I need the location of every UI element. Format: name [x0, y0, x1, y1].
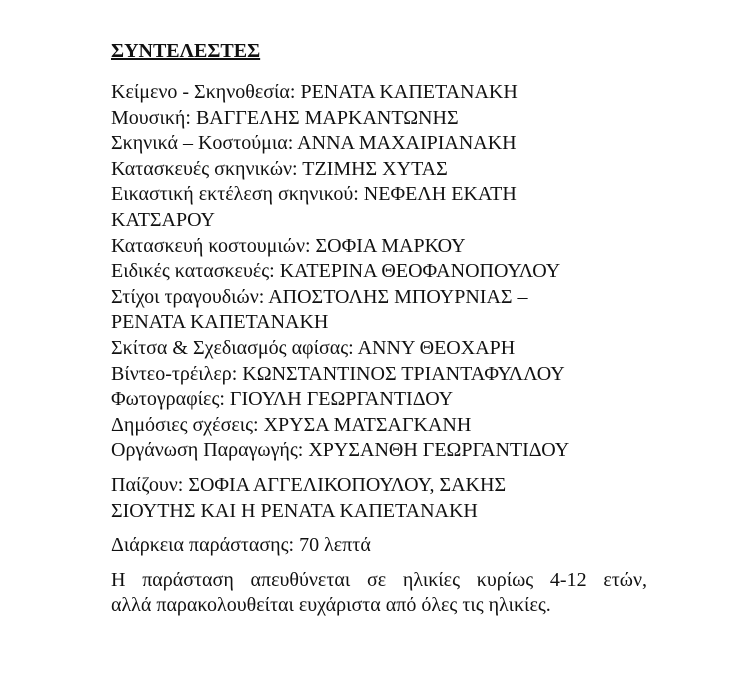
credit-line: Στίχοι τραγουδιών: ΑΠΟΣΤΟΛΗΣ ΜΠΟΥΡΝΙΑΣ –	[111, 285, 528, 308]
credit-item	[111, 131, 647, 157]
credit-item	[111, 80, 647, 106]
credit-item	[111, 182, 647, 233]
credit-line: Κείμενο - Σκηνοθεσία: ΡΕΝΑΤΑ ΚΑΠΕΤΑΝΑΚΗ	[111, 81, 518, 103]
audience-line: Η παράσταση απευθύνεται σε ηλικίες κυρίως 4-12 ετών,	[111, 568, 647, 591]
credit-item	[111, 106, 647, 132]
credits-list	[111, 80, 647, 464]
credit-line: Ειδικές κατασκευές: ΚΑΤΕΡΙΝΑ ΘΕΟΦΑΝΟΠΟΥΛΟΥ	[111, 260, 561, 283]
credit-line: Βίντεο-τρέιλερ: ΚΩΝΣΤΑΝΤΙΝΟΣ ΤΡΙΑΝΤΑΦΥΛΛΟΥ	[111, 362, 565, 385]
credit-item	[111, 336, 647, 362]
cast-paragraph	[111, 473, 647, 524]
duration-text: Διάρκεια παράστασης: 70 λεπτά	[111, 534, 371, 557]
credit-line: ΚΑΤΣΑΡΟΥ	[111, 208, 216, 231]
credit-line: Δημόσιες σχέσεις: ΧΡΥΣΑ ΜΑΤΣΑΓΚΑΝΗ	[111, 413, 472, 436]
duration-paragraph	[111, 533, 647, 559]
credit-line: Σκηνικά – Κοστούμια: ΑΝΝΑ ΜΑΧΑΙΡΙΑΝΑΚΗ	[111, 132, 517, 155]
credit-item	[111, 387, 647, 413]
credit-item	[111, 362, 647, 388]
credit-item	[111, 413, 647, 439]
credit-line: Οργάνωση Παραγωγής: ΧΡΥΣΑΝΘΗ ΓΕΩΡΓΑΝΤΙΔΟΥ	[111, 439, 570, 462]
credit-line: Εικαστική εκτέλεση σκηνικού: ΝΕΦΕΛΗ ΕΚΑΤΗ	[111, 183, 517, 206]
credit-item	[111, 157, 647, 183]
credits-document	[111, 38, 647, 619]
credit-item	[111, 234, 647, 260]
credit-item	[111, 259, 647, 285]
credit-line: Σκίτσα & Σχεδιασμός αφίσας: ΑΝΝΥ ΘΕΟΧΑΡΗ	[111, 336, 516, 359]
credit-line: Κατασκευές σκηνικών: ΤΖΙΜΗΣ ΧΥΤΑΣ	[111, 157, 448, 180]
credit-line: ΡΕΝΑΤΑ ΚΑΠΕΤΑΝΑΚΗ	[111, 311, 329, 334]
section-title: ΣΥΝΤΕΛΕΣΤΕΣ	[111, 40, 261, 62]
credit-line: Κατασκευή κοστουμιών: ΣΟΦΙΑ ΜΑΡΚΟΥ	[111, 234, 466, 257]
credit-item	[111, 285, 647, 336]
audience-line: αλλά παρακολουθείται ευχάριστα από όλες τις ηλικίες.	[111, 594, 551, 617]
credit-line: Μουσική: ΒΑΓΓΕΛΗΣ ΜΑΡΚΑΝΤΩΝΗΣ	[111, 106, 459, 129]
credit-line: Φωτογραφίες: ΓΙΟΥΛΗ ΓΕΩΡΓΑΝΤΙΔΟΥ	[111, 388, 454, 411]
credit-item	[111, 438, 647, 464]
cast-line: ΣΙΟΥΤΗΣ ΚΑΙ Η ΡΕΝΑΤΑ ΚΑΠΕΤΑΝΑΚΗ	[111, 499, 478, 522]
audience-paragraph	[111, 568, 647, 619]
cast-line: Παίζουν: ΣΟΦΙΑ ΑΓΓΕΛΙΚΟΠΟΥΛΟΥ, ΣΑΚΗΣ	[111, 473, 507, 496]
